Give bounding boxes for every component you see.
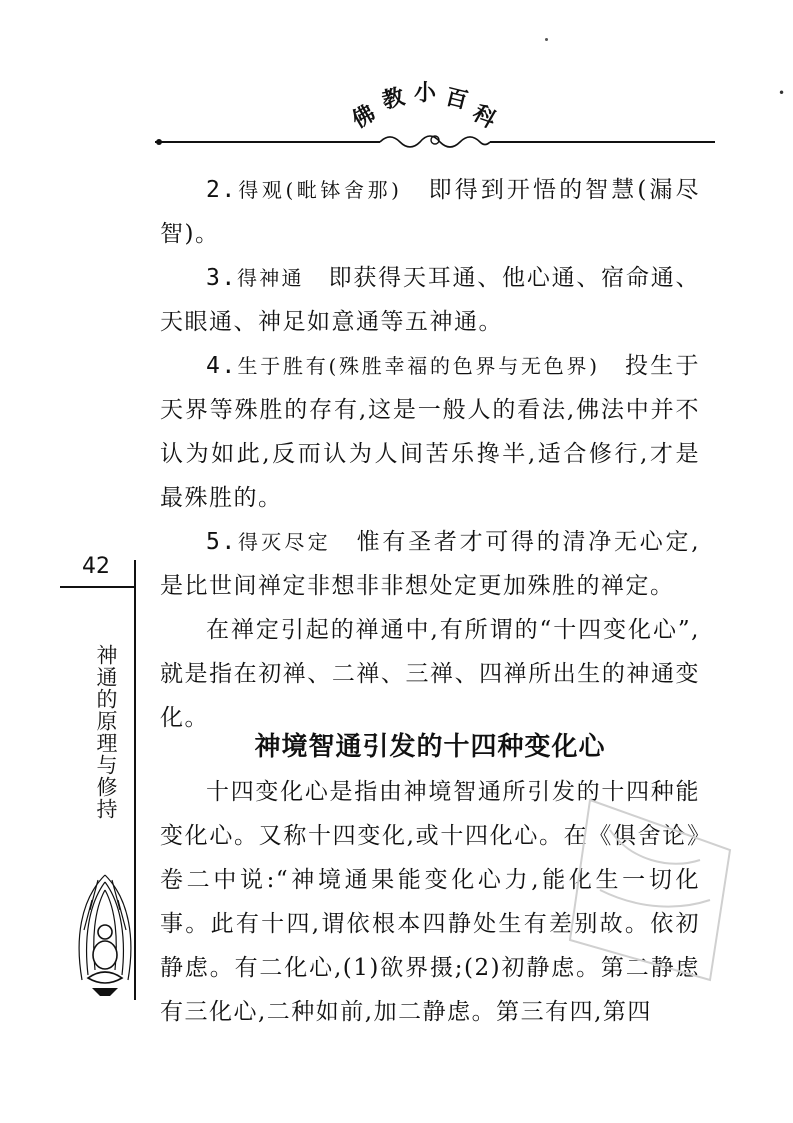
list-paragraph-4 <box>160 344 700 520</box>
series-title-char: 科 <box>468 100 501 134</box>
list-paragraph-3 <box>160 256 700 344</box>
corner-mark: • <box>778 86 786 100</box>
list-paragraph-2 <box>160 168 700 256</box>
item-text: 投生于天界等殊胜的存有,这是一般人的看法,佛法中并不认为如此,反而认为人间苦乐搀半,适合修行,才是最殊胜的。 <box>160 353 701 511</box>
item-term: 得灭尽定 <box>236 530 331 554</box>
running-chapter-title: 神通的原理与修持 <box>94 644 118 820</box>
series-title-char: 百 <box>442 83 471 115</box>
item-text: 即获得天耳通、他心通、宿命通、天眼通、神足如意通等五神通。 <box>160 265 701 335</box>
series-title-arc <box>300 60 540 140</box>
page-number: 42 <box>82 554 110 579</box>
item-text: 即得到开悟的智慧(漏尽智)。 <box>160 177 700 247</box>
item-text: 在禅定引起的禅通中,有所谓的“十四变化心”,就是指在初禅、二禅、三禅、四禅所出生的神通变化。 <box>160 617 700 731</box>
item-term: 生于胜有(殊胜幸福的色界与无色界) <box>236 354 600 378</box>
series-title-char: 佛 <box>347 100 380 134</box>
intro-paragraph <box>160 608 700 740</box>
section-paragraph: 十四变化心是指由神境智通所引发的十四种能变化心。又称十四变化,或十四化心。在《俱舍论》卷二中说:“神境通果能变化心力,能化生一切化事。此有十四,谓依根本四静处生有差别故。依初静虑。有二化心,(1)欲界摄;(2)初静虑。第二静虑有三化心,二种如前,加二静虑。第三有四,第四 <box>160 779 700 1025</box>
item-number: 4. <box>206 353 237 379</box>
item-term: 得神通 <box>236 266 304 290</box>
margin-rule-horizontal <box>60 586 135 588</box>
item-number: 2. <box>206 177 237 203</box>
item-number: 5. <box>206 529 237 555</box>
header-ornamental-rule <box>155 132 715 152</box>
series-title-char: 教 <box>379 83 408 115</box>
series-title-char: 小 <box>414 80 437 106</box>
body-paragraphs <box>160 168 700 740</box>
item-term: 得观(毗钵舍那) <box>236 178 401 202</box>
print-speck <box>545 38 548 41</box>
item-number: 3. <box>206 265 237 291</box>
watermark-stamp <box>530 790 750 990</box>
item-text: 惟有圣者才可得的清净无心定,是比世间禅定非想非非想处定更加殊胜的禅定。 <box>160 529 701 599</box>
buddha-flame-ornament-icon <box>70 870 140 1000</box>
section-heading: 神境智通引发的十四种变化心 <box>254 731 606 762</box>
list-paragraph-5 <box>160 520 700 608</box>
